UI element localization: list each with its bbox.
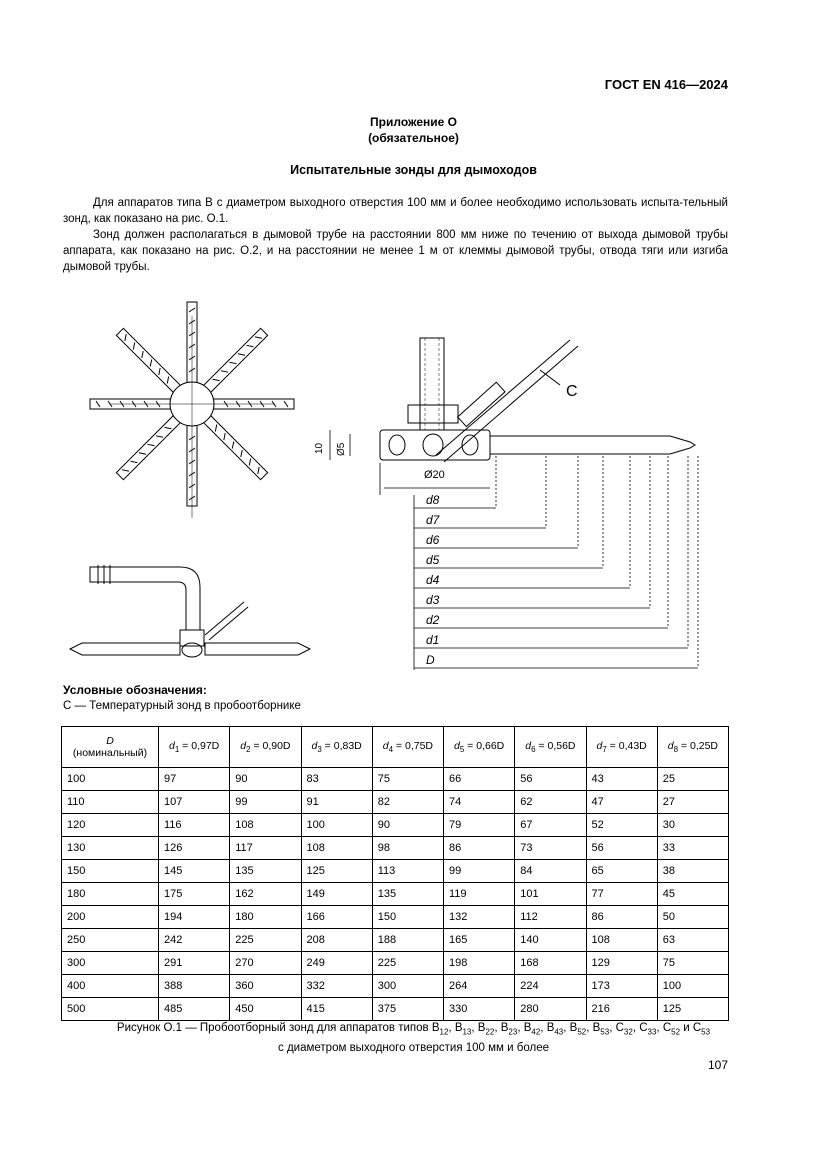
table-cell: 91 xyxy=(301,791,372,814)
header-subscript: 4 xyxy=(388,745,394,755)
header-subscript: 1 xyxy=(174,745,180,755)
table-row xyxy=(62,768,729,791)
legend-item-c: С — Температурный зонд в пробоотборнике xyxy=(63,700,301,712)
table-cell: 415 xyxy=(301,998,372,1021)
table-cell: 120 xyxy=(62,814,159,837)
appendix-subtitle: (обязательное) xyxy=(368,131,459,145)
probe-elbow-view xyxy=(70,565,310,657)
probe-drawing xyxy=(0,280,827,680)
table-cell: 112 xyxy=(515,906,586,929)
table-cell: 84 xyxy=(515,860,586,883)
table-cell: 100 xyxy=(62,768,159,791)
dimension-label: d7 xyxy=(426,513,440,527)
caption-type-symbol: C xyxy=(662,1022,672,1034)
table-cell: 63 xyxy=(657,929,728,952)
dimension-label: d5 xyxy=(426,553,440,567)
table-cell: 56 xyxy=(586,837,657,860)
table-row xyxy=(62,791,729,814)
table-cell: 198 xyxy=(444,952,515,975)
table-cell: 145 xyxy=(159,860,230,883)
dim-20: Ø20 xyxy=(424,469,445,481)
table-cell: 400 xyxy=(62,975,159,998)
table-cell: 110 xyxy=(62,791,159,814)
table-cell: 43 xyxy=(586,768,657,791)
table-cell: 135 xyxy=(372,883,443,906)
table-cell: 150 xyxy=(372,906,443,929)
header-formula: = 0,90D xyxy=(250,739,291,752)
table-cell: 270 xyxy=(230,952,301,975)
header-subscript: 7 xyxy=(602,745,607,755)
header-formula: = 0,97D xyxy=(179,739,220,752)
header-subscript: 6 xyxy=(531,745,536,755)
dimension-lines xyxy=(330,430,698,670)
header-subscript: 5 xyxy=(459,745,465,755)
header-symbol: D xyxy=(106,735,114,747)
table-cell: 225 xyxy=(372,952,443,975)
caption-type-subscript: 52 xyxy=(577,1027,587,1037)
table-cell: 388 xyxy=(159,975,230,998)
caption-type-subscript: 12 xyxy=(439,1027,449,1037)
table-cell: 38 xyxy=(657,860,728,883)
document-number: ГОСТ EN 416—2024 xyxy=(604,77,728,92)
table-cell: 56 xyxy=(515,768,586,791)
table-cell: 162 xyxy=(230,883,301,906)
header-formula: = 0,25D xyxy=(678,739,719,752)
label-c: C xyxy=(566,383,578,400)
table-cell: 450 xyxy=(230,998,301,1021)
table-cell: 242 xyxy=(159,929,230,952)
header-formula: = 0,66D xyxy=(464,739,505,752)
header-symbol: d xyxy=(168,739,175,752)
caption-type-symbol: C xyxy=(639,1022,648,1034)
table-cell: 150 xyxy=(62,860,159,883)
table-cell: 113 xyxy=(372,860,443,883)
figure-caption xyxy=(40,1020,787,1056)
caption-type-subscript: 33 xyxy=(647,1027,657,1037)
header-symbol: d xyxy=(311,739,318,752)
caption-type-symbol: B xyxy=(454,1022,463,1034)
dim-5: Ø5 xyxy=(336,442,347,456)
caption-type-subscript: 43 xyxy=(554,1027,564,1037)
probe-arm xyxy=(203,415,268,480)
table-cell: 485 xyxy=(159,998,230,1021)
table-row xyxy=(62,906,729,929)
dimension-label: d8 xyxy=(426,493,440,507)
table-cell: 249 xyxy=(301,952,372,975)
table-header-cell xyxy=(230,727,301,768)
table-cell: 52 xyxy=(586,814,657,837)
paragraph-2: Зонд должен располагаться в дымовой трубе на расстоянии 800 мм ниже по течению от выхода дымовой трубы аппарата, как показано на рис. О.2, и на расстоянии не менее 1 м от клеммы дымовой трубы, отвода тяги или изгиба дымовой трубы. xyxy=(63,229,728,273)
header-symbol: d xyxy=(240,739,247,752)
table-cell: 65 xyxy=(586,860,657,883)
table-cell: 30 xyxy=(657,814,728,837)
table-cell: 75 xyxy=(372,768,443,791)
table-cell: 25 xyxy=(657,768,728,791)
table-header-cell xyxy=(301,727,372,768)
table-cell: 90 xyxy=(230,768,301,791)
table-cell: 98 xyxy=(372,837,443,860)
table-cell: 74 xyxy=(444,791,515,814)
table-cell: 264 xyxy=(444,975,515,998)
table-cell: 125 xyxy=(301,860,372,883)
table-cell: 224 xyxy=(515,975,586,998)
caption-separator: , xyxy=(632,1022,640,1034)
table-cell: 173 xyxy=(586,975,657,998)
table-cell: 90 xyxy=(372,814,443,837)
caption-separator: , xyxy=(586,1022,593,1034)
caption-type-symbol: C xyxy=(692,1022,702,1034)
table-cell: 149 xyxy=(301,883,372,906)
table-cell: 75 xyxy=(657,952,728,975)
header-symbol: d xyxy=(596,739,603,752)
caption-type-symbol: C xyxy=(615,1022,624,1034)
header-formula: = 0,43D xyxy=(606,739,647,752)
caption-separator: , xyxy=(609,1022,616,1034)
appendix-title: Приложение О xyxy=(370,115,457,129)
caption-line-1 xyxy=(40,1020,787,1040)
star-probe-view xyxy=(90,302,294,518)
caption-prefix: Рисунок О.1 — Пробоотборный зонд для аппаратов типов xyxy=(116,1022,432,1034)
caption-separator: , xyxy=(494,1022,501,1034)
table-header-cell xyxy=(657,727,728,768)
table-cell: 188 xyxy=(372,929,443,952)
table-cell: 86 xyxy=(444,837,515,860)
table-cell: 375 xyxy=(372,998,443,1021)
header-symbol: d xyxy=(525,739,532,752)
caption-type-subscript: 22 xyxy=(485,1027,495,1037)
table-cell: 132 xyxy=(444,906,515,929)
header-symbol: d xyxy=(453,739,460,752)
table-cell: 180 xyxy=(62,883,159,906)
table-cell: 27 xyxy=(657,791,728,814)
caption-separator: , xyxy=(448,1022,455,1034)
table-cell: 300 xyxy=(372,975,443,998)
header-symbol: d xyxy=(382,739,389,752)
table-cell: 99 xyxy=(444,860,515,883)
header-subscript: 2 xyxy=(246,745,251,755)
table-cell: 119 xyxy=(444,883,515,906)
table-cell: 130 xyxy=(62,837,159,860)
table-cell: 107 xyxy=(159,791,230,814)
caption-type-subscript: 42 xyxy=(531,1027,541,1037)
table-cell: 175 xyxy=(159,883,230,906)
header-formula: = 0,75D xyxy=(393,739,434,752)
table-cell: 101 xyxy=(515,883,586,906)
caption-type-subscript: 32 xyxy=(623,1027,633,1037)
table-cell: 67 xyxy=(515,814,586,837)
table-row xyxy=(62,837,729,860)
table-header-cell xyxy=(159,727,230,768)
probe-arm xyxy=(203,328,268,393)
caption-type-symbol: B xyxy=(569,1022,578,1034)
caption-type-subscript: 23 xyxy=(508,1027,518,1037)
table-cell: 250 xyxy=(62,929,159,952)
dimensions-table xyxy=(61,726,729,1021)
table-cell: 108 xyxy=(586,929,657,952)
table-cell: 100 xyxy=(301,814,372,837)
table-cell: 225 xyxy=(230,929,301,952)
caption-type-symbol: B xyxy=(500,1022,509,1034)
table-cell: 50 xyxy=(657,906,728,929)
dimension-label: d6 xyxy=(426,533,440,547)
table-cell: 330 xyxy=(444,998,515,1021)
header-formula: = 0,83D xyxy=(321,739,362,752)
probe-arm xyxy=(116,415,181,480)
table-cell: 77 xyxy=(586,883,657,906)
legend-title: Условные обозначения: xyxy=(63,683,207,697)
table-row xyxy=(62,975,729,998)
table-cell: 125 xyxy=(657,998,728,1021)
table-header-cell xyxy=(444,727,515,768)
table-cell: 165 xyxy=(444,929,515,952)
table-cell: 86 xyxy=(586,906,657,929)
table-cell: 332 xyxy=(301,975,372,998)
paragraph-1: Для аппаратов типа В с диаметром выходного отверстия 100 мм и более необходимо использовать испыта-тельный зонд, как показано на рис. О.1. xyxy=(63,197,728,225)
caption-type-subscript: 53 xyxy=(600,1027,610,1037)
dim-10: 10 xyxy=(314,442,325,454)
table-cell: 500 xyxy=(62,998,159,1021)
dimension-label: d2 xyxy=(426,613,440,627)
table-row xyxy=(62,929,729,952)
table-header-cell xyxy=(586,727,657,768)
caption-type-symbol: B xyxy=(592,1022,601,1034)
table-cell: 73 xyxy=(515,837,586,860)
table-row xyxy=(62,952,729,975)
table-cell: 129 xyxy=(586,952,657,975)
caption-separator: , xyxy=(517,1022,524,1034)
table-cell: 208 xyxy=(301,929,372,952)
table-cell: 66 xyxy=(444,768,515,791)
table-cell: 33 xyxy=(657,837,728,860)
table-cell: 83 xyxy=(301,768,372,791)
table-cell: 126 xyxy=(159,837,230,860)
caption-type-subscript: 13 xyxy=(462,1027,472,1037)
table-row xyxy=(62,998,729,1021)
dimension-label: d1 xyxy=(426,633,440,647)
table-cell: 47 xyxy=(586,791,657,814)
table-cell: 97 xyxy=(159,768,230,791)
table-cell: 166 xyxy=(301,906,372,929)
table-cell: 216 xyxy=(586,998,657,1021)
caption-separator: , xyxy=(563,1022,570,1034)
table-row xyxy=(62,860,729,883)
table-cell: 360 xyxy=(230,975,301,998)
table-cell: 82 xyxy=(372,791,443,814)
table-cell: 200 xyxy=(62,906,159,929)
table-cell: 108 xyxy=(230,814,301,837)
caption-line-2: с диаметром выходного отверстия 100 мм и более xyxy=(278,1042,549,1055)
caption-separator: , xyxy=(656,1022,663,1034)
probe-side-view xyxy=(380,338,695,462)
caption-type-symbol: B xyxy=(431,1022,440,1034)
table-cell: 79 xyxy=(444,814,515,837)
table-cell: 300 xyxy=(62,952,159,975)
table-row xyxy=(62,883,729,906)
table-header-cell xyxy=(515,727,586,768)
table-cell: 45 xyxy=(657,883,728,906)
table-cell: 280 xyxy=(515,998,586,1021)
caption-separator: , xyxy=(471,1022,478,1034)
table-cell: 180 xyxy=(230,906,301,929)
table-cell: 108 xyxy=(301,837,372,860)
caption-separator: , xyxy=(540,1022,547,1034)
table-header-cell xyxy=(372,727,443,768)
dimension-label: d3 xyxy=(426,593,440,607)
header-symbol: d xyxy=(667,739,674,752)
table-cell: 100 xyxy=(657,975,728,998)
caption-separator: и xyxy=(680,1022,693,1034)
probe-arm xyxy=(116,328,181,393)
table-cell: 194 xyxy=(159,906,230,929)
dimension-label: D xyxy=(426,653,435,667)
table-row xyxy=(62,814,729,837)
table-cell: 62 xyxy=(515,791,586,814)
caption-type-symbol: B xyxy=(546,1022,555,1034)
table-cell: 140 xyxy=(515,929,586,952)
table-header-cell xyxy=(62,727,159,768)
header-subscript: 3 xyxy=(317,745,322,755)
caption-type-symbol: B xyxy=(477,1022,486,1034)
caption-type-symbol: B xyxy=(523,1022,532,1034)
table-cell: 168 xyxy=(515,952,586,975)
table-cell: 116 xyxy=(159,814,230,837)
table-cell: 135 xyxy=(230,860,301,883)
caption-type-subscript: 53 xyxy=(701,1027,711,1037)
caption-type-subscript: 52 xyxy=(671,1027,681,1037)
dimension-label: d4 xyxy=(426,573,440,587)
table-header-row xyxy=(62,727,729,768)
section-title: Испытательные зонды для дымоходов xyxy=(290,163,537,177)
header-formula: = 0,56D xyxy=(535,739,576,752)
table-cell: 291 xyxy=(159,952,230,975)
header-note: (номинальный) xyxy=(72,747,148,759)
table-cell: 99 xyxy=(230,791,301,814)
page-number: 107 xyxy=(707,1058,728,1072)
header-subscript: 8 xyxy=(673,745,679,755)
table-cell: 117 xyxy=(230,837,301,860)
